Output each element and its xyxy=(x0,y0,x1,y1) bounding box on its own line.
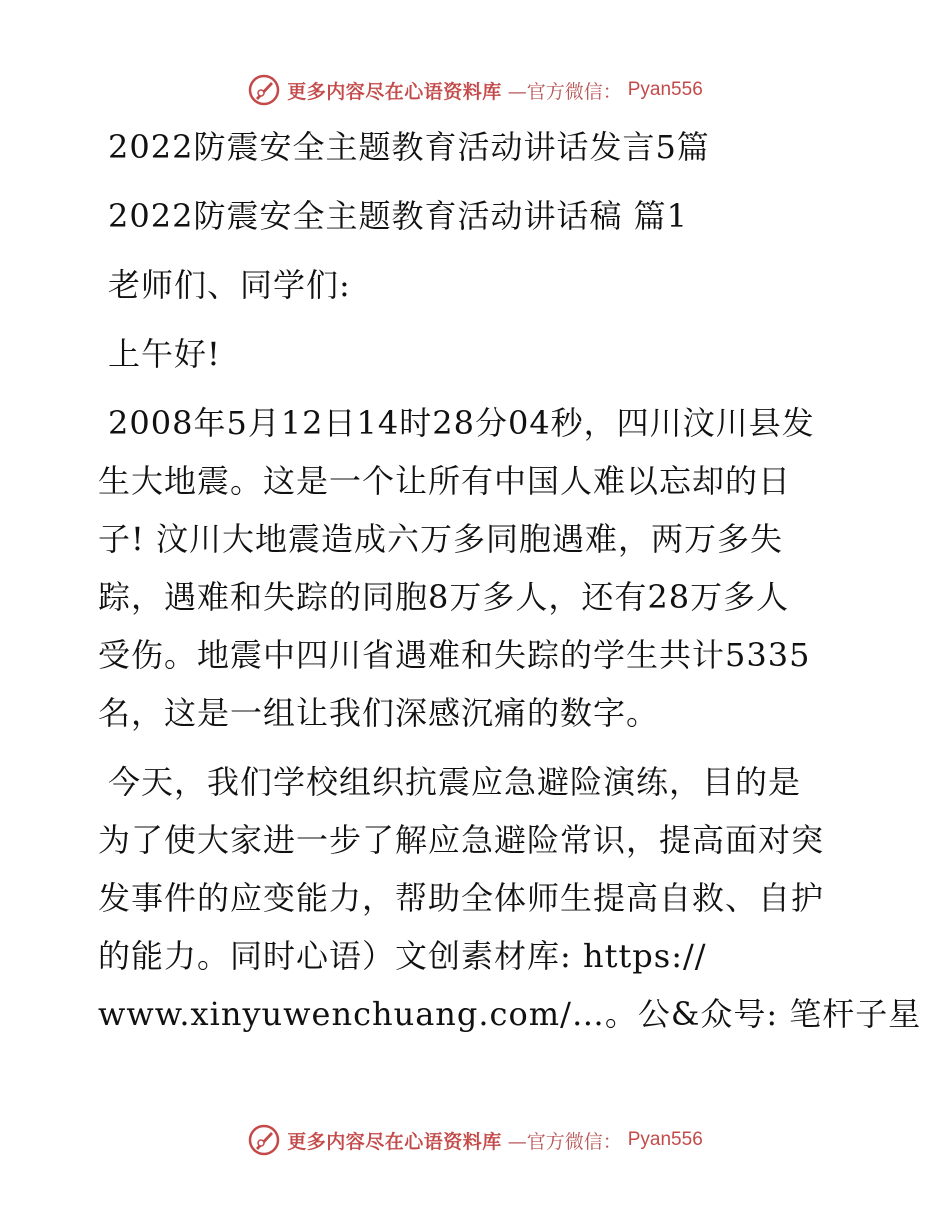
paragraph-line: 踪，遇难和失踪的同胞8万多人，还有28万多人 xyxy=(98,578,790,616)
paragraph-line: www.xinyuwenchuang.com/…。公&众号: 笔杆子星 xyxy=(98,995,922,1033)
document-body xyxy=(98,118,922,1043)
footer-banner-text: 更多内容尽在心语资料库 xyxy=(287,1130,502,1153)
paragraph-2 xyxy=(98,753,922,1043)
header-banner-separator: —官方微信： xyxy=(507,80,622,103)
greeting: 老师们、同学们: xyxy=(108,266,351,304)
paragraph-line: 今天，我们学校组织抗震应急避险演练，目的是 xyxy=(108,763,802,801)
header-banner-text: 更多内容尽在心语资料库 xyxy=(287,80,502,103)
footer-banner-separator: —官方微信： xyxy=(507,1130,622,1153)
footer-banner xyxy=(0,1120,950,1160)
paragraph-line: 生大地震。这是一个让所有中国人难以忘却的日 xyxy=(98,462,792,500)
document-subtitle: 2022防震安全主题教育活动讲话稿 篇1 xyxy=(108,197,688,235)
document-title: 2022防震安全主题教育活动讲话发言5篇 xyxy=(108,128,710,166)
footer-wechat-id: Pyan556 xyxy=(627,1129,703,1150)
quill-logo-icon xyxy=(247,73,281,107)
paragraph-line: 的能力。同时心语）文创素材库: https:// xyxy=(98,937,707,975)
paragraph-line: 子! 汶川大地震造成六万多同胞遇难，两万多失 xyxy=(98,520,784,558)
paragraph-1 xyxy=(98,394,858,742)
salutation: 上午好! xyxy=(108,335,221,373)
paragraph-line: 2008年5月12日14时28分04秒，四川汶川县发 xyxy=(108,404,815,442)
paragraph-line: 为了使大家进一步了解应急避险常识，提高面对突 xyxy=(98,821,825,859)
quill-logo-icon xyxy=(247,1123,281,1157)
paragraph-line: 受伤。地震中四川省遇难和失踪的学生共计5335 xyxy=(98,636,811,674)
paragraph-line: 名，这是一组让我们深感沉痛的数字。 xyxy=(98,694,660,732)
header-wechat-id: Pyan556 xyxy=(627,79,703,100)
header-banner xyxy=(0,70,950,110)
paragraph-line: 发事件的应变能力，帮助全体师生提高自救、自护 xyxy=(98,879,825,917)
